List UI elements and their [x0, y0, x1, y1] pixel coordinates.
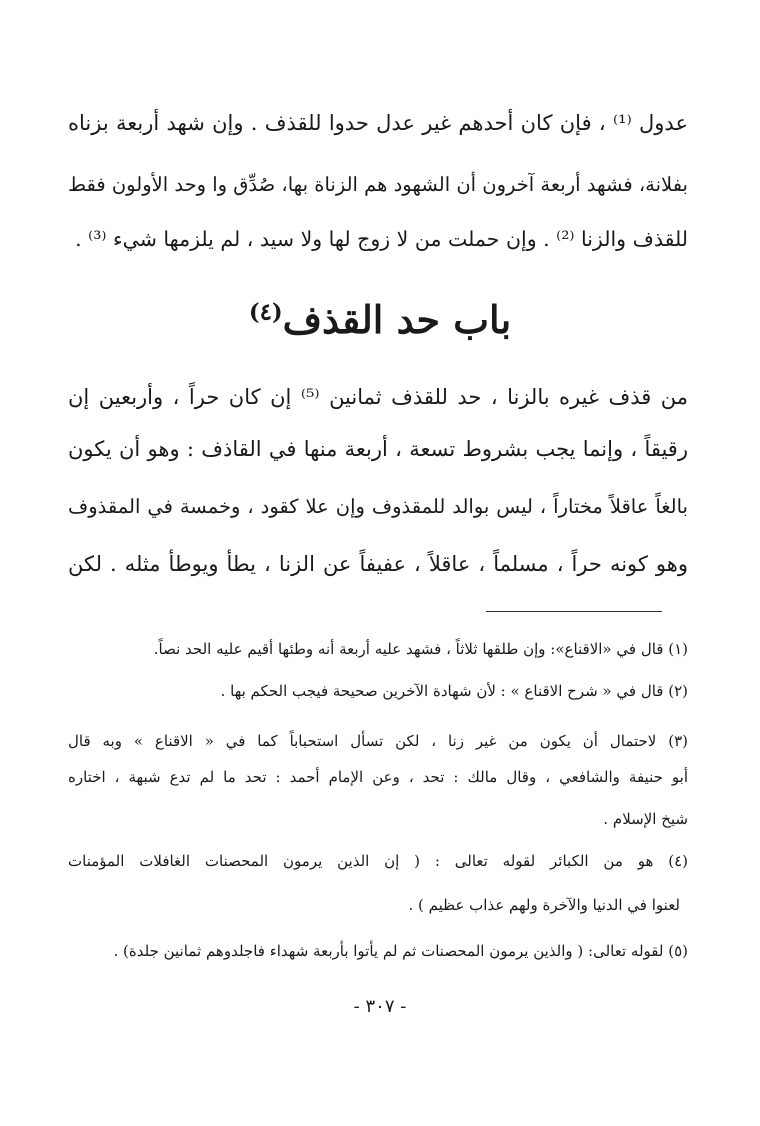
footnote-marker: (٤) [248, 299, 283, 326]
body-line: من قذف غيره بالزنا ، حد للقذف ثمانين ⁽⁵⁾ إن كان حراً ، وأربعين إن [68, 385, 688, 409]
footnote-line: أبو حنيفة والشافعي ، وقال مالك : تحد ، وعن الإمام أحمد : تحد ما لم تدع شبهة ، اختاره [68, 768, 688, 786]
footnote-line: (٣) لاحتمال أن يكون من غير زنا ، لكن تسأل استحباباً كما في « الاقناع » وبه قال [68, 732, 688, 750]
body-line: وهو كونه حراً ، مسلماً ، عاقلاً ، عفيفاً عن الزنا ، يطأ ويوطأ مثله . لكن [68, 552, 688, 576]
page-number: - ٣٠٧ - [353, 996, 407, 1017]
body-line: بفلانة، فشهد أربعة آخرون أن الشهود هم الزناة بها، صُدِّق وا وحد الأولون فقط [68, 173, 688, 196]
body-line: عدول ⁽¹⁾ ، فإن كان أحدهم غير عدل حدوا للقذف . وإن شهد أربعة بزناه [68, 111, 688, 135]
chapter-heading [0, 290, 760, 350]
footnote-line: (١) قال في «الاقناع»: وإن طلقها ثلاثاً ، فشهد عليه أربعة أنه وطئها أقيم عليه الحد نصاً. [153, 640, 688, 658]
footnote-line: (٤) هو من الكبائر لقوله تعالى : ( إن الذين يرمون المحصنات الغافلات المؤمنات [68, 852, 688, 870]
footnote-line: (٥) لقوله تعالى: ( والذين يرمون المحصنات ثم لم يأتوا بأربعة شهداء فاجلدوهم ثمانين جلدة) . [113, 942, 688, 960]
body-line: بالغاً عاقلاً مختاراً ، ليس بوالد للمقذوف وإن علا كقود ، وخمسة في المقذوف [68, 495, 688, 518]
footnote-line: (٢) قال في « شرح الاقناع » : لأن شهادة الآخرين صحيحة فيجب الحكم بها . [220, 682, 688, 700]
footnote-separator [486, 611, 662, 612]
body-line: رقيقاً ، وإنما يجب بشروط تسعة ، أربعة منها في القاذف : وهو أن يكون [68, 437, 688, 461]
footnote-line: لعنوا في الدنيا والآخرة ولهم عذاب عظيم ) . [408, 896, 680, 914]
footnote-line: شيخ الإسلام . [603, 810, 688, 828]
body-line: للقذف والزنا ⁽²⁾ . وإن حملت من لا زوج لها ولا سيد ، لم يلزمها شيء ⁽³⁾ . [75, 227, 688, 251]
chapter-title: باب حد القذف [282, 297, 512, 342]
